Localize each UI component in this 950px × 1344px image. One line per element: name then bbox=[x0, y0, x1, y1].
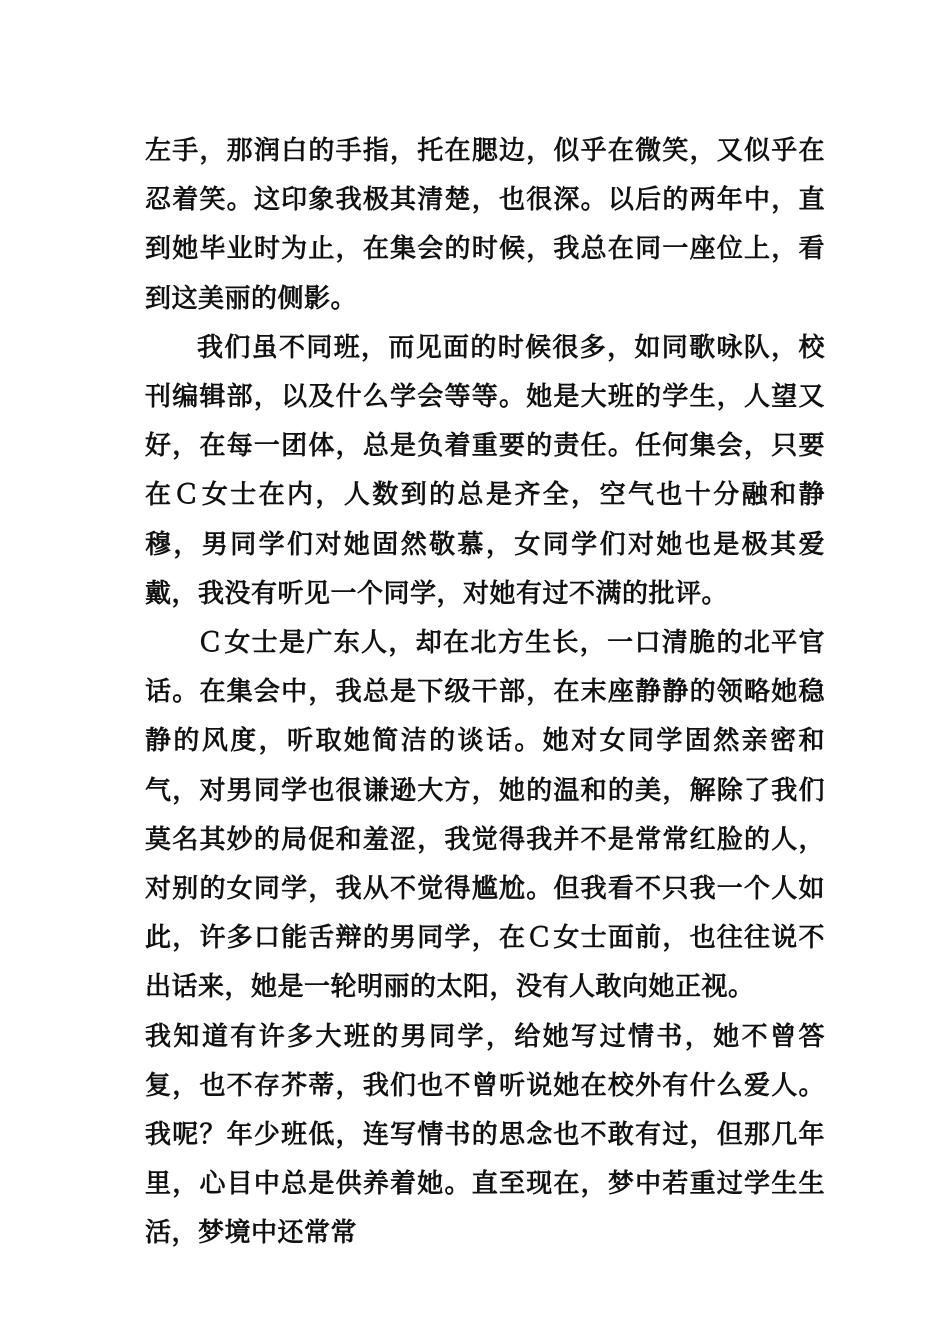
document-page bbox=[145, 127, 825, 1259]
paragraph-love-letters: 我知道有许多大班的男同学，给她写过情书，她不曾答复，也不存芥蒂，我们也不曾听说她在校外有什么爱人。我呢？年少班低，连写情书的思念也不敢有过，但那几年里，心目中总是供养着她。直至现在，梦中若重过学生生活，梦境中还常常 bbox=[145, 1021, 825, 1249]
paragraph-ms-c: Ｃ女士是广东人，却在北方生长，一口清脆的北平官话。在集会中，我总是下级干部，在末座静静的领略她稳静的风度，听取她简洁的谈话。她对女同学固然亲密和气，对男同学也很谦逊大方，她的温和的美，解除了我们莫名其妙的局促和羞涩，我觉得我并不是常常红脸的人，对别的女同学，我从不觉得尴尬。但我看不只我一个人如此，许多口能舌辩的男同学，在Ｃ女士面前，也往往说不出话来，她是一轮明丽的太阳，没有人敢向她正视。 bbox=[145, 628, 825, 1003]
paragraph-groups: 我们虽不同班，而见面的时候很多，如同歌咏队，校刊编辑部，以及什么学会等等。她是大班的学生，人望又好，在每一团体，总是负着重要的责任。任何集会，只要在Ｃ女士在内，人数到的总是齐全，空气也十分融和静穆，男同学们对她固然敬慕，女同学们对她也是极其爱戴，我没有听见一个同学，对她有过不满的批评。 bbox=[145, 332, 825, 609]
paragraph-continued: 左手，那润白的手指，托在腮边，似乎在微笑，又似乎在忍着笑。这印象我极其清楚，也很深。以后的两年中，直到她毕业时为止，在集会的时候，我总在同一座位上，看到这美丽的侧影。 bbox=[145, 136, 825, 314]
